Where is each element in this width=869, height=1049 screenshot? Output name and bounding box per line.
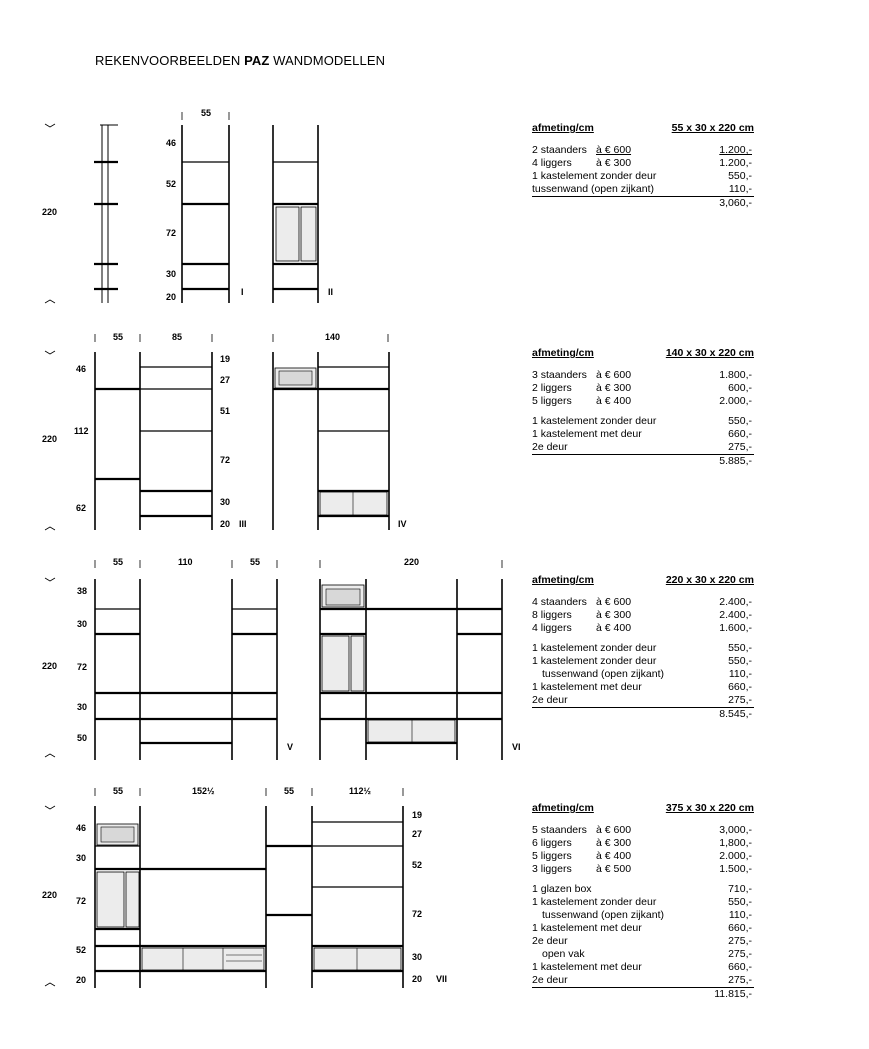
height-label: 27	[412, 829, 423, 839]
header-dimension: 220 x 30 x 220 cm	[665, 574, 754, 586]
item-description: 1 kastelement zonder deur	[532, 642, 657, 654]
item-value: 550,-	[728, 896, 752, 908]
drawing-iii-iv	[45, 334, 389, 530]
height-label: 72	[77, 662, 88, 672]
item-value: 275,-	[728, 974, 752, 986]
total-height-label: 220	[42, 207, 58, 217]
total-value: 8.545,-	[719, 708, 752, 720]
item-value: 660,-	[728, 922, 752, 934]
item-value: 3,000,-	[719, 824, 752, 836]
table-row	[532, 157, 754, 170]
item-description: tussenwand (open zijkant)	[542, 909, 664, 921]
width-label: 140	[325, 332, 341, 342]
header-dimension: 375 x 30 x 220 cm	[665, 802, 754, 814]
item-description: 1 kastelement met deur	[532, 922, 642, 934]
height-label: 46	[166, 138, 177, 148]
item-value: 550,-	[728, 642, 752, 654]
item-description: 2e deur	[532, 694, 568, 706]
item-unit-price: à € 400	[596, 622, 632, 634]
item-description: 5 liggers	[532, 850, 572, 862]
table-row	[532, 681, 754, 694]
item-value: 110,-	[728, 909, 752, 921]
height-label: 72	[166, 228, 177, 238]
height-label: 52	[412, 860, 423, 870]
height-label: 20	[76, 975, 87, 985]
table-row	[532, 441, 754, 455]
item-description: open vak	[542, 948, 585, 960]
item-description: 5 staanders	[532, 824, 587, 836]
table-row	[532, 935, 754, 948]
table-total-row	[532, 708, 754, 721]
height-label: 72	[220, 455, 231, 465]
height-label: 19	[412, 810, 423, 820]
item-unit-price: à € 300	[596, 609, 632, 621]
item-value: 1.200,-	[719, 157, 752, 169]
table-row	[532, 655, 754, 668]
table-row	[532, 183, 754, 197]
total-height-label: 220	[42, 890, 58, 900]
item-description: 1 kastelement zonder deur	[532, 170, 657, 182]
spacer	[532, 408, 754, 415]
item-unit-price: à € 500	[596, 863, 632, 875]
table-row	[532, 596, 754, 609]
height-label: 62	[76, 503, 87, 513]
item-value: 550,-	[728, 655, 752, 667]
width-label: 55	[113, 332, 124, 342]
height-label: 20	[412, 974, 423, 984]
width-label: 110	[178, 557, 193, 567]
drawing-v-vi	[45, 560, 502, 760]
item-description: 1 kastelement met deur	[532, 681, 642, 693]
drawing-i-ii	[45, 112, 318, 303]
item-value: 2.000,-	[719, 395, 752, 407]
item-description: 1 kastelement met deur	[532, 428, 642, 440]
header-dimension: 140 x 30 x 220 cm	[665, 347, 754, 359]
price-table	[532, 122, 754, 210]
model-label: VII	[436, 974, 448, 984]
total-height-label: 220	[42, 661, 58, 671]
item-value: 1.200,-	[719, 144, 752, 156]
height-label: 20	[220, 519, 231, 529]
spacer	[532, 362, 754, 369]
width-label: 220	[404, 557, 420, 567]
item-description: 1 kastelement zonder deur	[532, 655, 657, 667]
item-unit-price: à € 300	[596, 382, 632, 394]
table-header	[532, 574, 754, 589]
height-label: 52	[166, 179, 177, 189]
spacer	[532, 817, 754, 824]
item-description: 4 staanders	[532, 596, 587, 608]
height-label: 46	[76, 823, 87, 833]
width-label: 152½	[192, 786, 215, 796]
header-label: afmeting/cm	[532, 347, 594, 359]
table-row	[532, 824, 754, 837]
item-description: 1 kastelement zonder deur	[532, 896, 657, 908]
width-label: 55	[284, 786, 295, 796]
height-label: 30	[166, 269, 177, 279]
table-row	[532, 883, 754, 896]
width-label: 55	[250, 557, 261, 567]
total-value: 5.885,-	[719, 455, 752, 467]
item-description: 4 liggers	[532, 622, 572, 634]
height-label: 52	[76, 945, 87, 955]
width-label: 55	[113, 786, 124, 796]
height-label: 30	[412, 952, 423, 962]
item-unit-price: à € 600	[596, 596, 632, 608]
table-header	[532, 347, 754, 362]
spacer	[532, 876, 754, 883]
model-label: III	[239, 519, 247, 529]
spacer	[532, 589, 754, 596]
item-unit-price: à € 600	[596, 369, 632, 381]
item-unit-price: à € 300	[596, 157, 632, 169]
item-value: 2.400,-	[719, 609, 752, 621]
height-label: 72	[76, 896, 87, 906]
item-value: 2.400,-	[719, 596, 752, 608]
header-label: afmeting/cm	[532, 802, 594, 814]
item-description: 4 liggers	[532, 157, 572, 169]
item-value: 110,-	[728, 183, 752, 195]
height-label: 19	[220, 354, 231, 364]
drawing-vii	[45, 788, 403, 988]
table-row	[532, 948, 754, 961]
item-description: 6 liggers	[532, 837, 572, 849]
item-value: 275,-	[728, 948, 752, 960]
height-label: 27	[220, 375, 231, 385]
item-description: 2e deur	[532, 441, 568, 453]
price-table	[532, 347, 754, 468]
table-total-row	[532, 988, 754, 1001]
table-header	[532, 802, 754, 817]
table-row	[532, 909, 754, 922]
item-description: 1 kastelement zonder deur	[532, 415, 657, 427]
page-title: REKENVOORBEELDEN PAZ WANDMODELLEN	[95, 53, 386, 68]
item-value: 550,-	[728, 170, 752, 182]
item-description: 8 liggers	[532, 609, 572, 621]
table-row	[532, 415, 754, 428]
table-header	[532, 122, 754, 137]
height-label: 46	[76, 364, 87, 374]
table-row	[532, 369, 754, 382]
price-table	[532, 802, 754, 1001]
width-label: 55	[201, 108, 212, 118]
item-unit-price: à € 400	[596, 850, 632, 862]
table-row	[532, 974, 754, 988]
table-row	[532, 922, 754, 935]
item-description: 5 liggers	[532, 395, 572, 407]
item-value: 1,800,-	[719, 837, 752, 849]
spacer	[532, 635, 754, 642]
height-label: 20	[166, 292, 177, 302]
table-row	[532, 144, 754, 157]
item-value: 275,-	[728, 441, 752, 453]
item-description: tussenwand (open zijkant)	[532, 183, 654, 195]
item-description: 3 staanders	[532, 369, 587, 381]
model-label: IV	[398, 519, 407, 529]
item-value: 1.500,-	[719, 863, 752, 875]
height-label: 30	[77, 619, 88, 629]
table-row	[532, 170, 754, 183]
price-table	[532, 574, 754, 721]
item-description: 2e deur	[532, 935, 568, 947]
item-unit-price: à € 300	[596, 837, 632, 849]
item-value: 1.800,-	[719, 369, 752, 381]
width-label: 85	[172, 332, 183, 342]
table-total-row	[532, 455, 754, 468]
model-label: I	[241, 287, 244, 297]
item-value: 2.000,-	[719, 850, 752, 862]
item-value: 275,-	[728, 694, 752, 706]
table-row	[532, 622, 754, 635]
table-row	[532, 609, 754, 622]
item-value: 550,-	[728, 415, 752, 427]
header-label: afmeting/cm	[532, 574, 594, 586]
item-unit-price: à € 600	[596, 824, 632, 836]
item-description: 1 glazen box	[532, 883, 592, 895]
item-unit-price: à € 600	[596, 144, 632, 156]
table-row	[532, 694, 754, 708]
item-value: 110,-	[728, 668, 752, 680]
item-description: 2 staanders	[532, 144, 587, 156]
table-total-row	[532, 197, 754, 210]
table-row	[532, 896, 754, 909]
model-label: VI	[512, 742, 521, 752]
item-value: 660,-	[728, 681, 752, 693]
item-description: 2e deur	[532, 974, 568, 986]
table-row	[532, 961, 754, 974]
item-description: tussenwand (open zijkant)	[542, 668, 664, 680]
total-value: 3,060,-	[719, 197, 752, 209]
table-row	[532, 642, 754, 655]
item-value: 1.600,-	[719, 622, 752, 634]
height-label: 51	[220, 406, 231, 416]
height-label: 38	[77, 586, 88, 596]
item-value: 660,-	[728, 961, 752, 973]
table-row	[532, 395, 754, 408]
spacer	[532, 137, 754, 144]
header-dimension: 55 x 30 x 220 cm	[671, 122, 754, 134]
height-label: 72	[412, 909, 423, 919]
table-row	[532, 428, 754, 441]
width-label: 112½	[349, 786, 372, 796]
total-height-label: 220	[42, 434, 58, 444]
width-label: 55	[113, 557, 124, 567]
item-value: 710,-	[728, 883, 752, 895]
model-label: II	[328, 287, 334, 297]
item-value: 660,-	[728, 428, 752, 440]
item-description: 3 liggers	[532, 863, 572, 875]
item-description: 1 kastelement met deur	[532, 961, 642, 973]
height-label: 30	[220, 497, 231, 507]
item-unit-price: à € 400	[596, 395, 632, 407]
model-label: V	[287, 742, 294, 752]
total-value: 11.815,-	[714, 988, 752, 1000]
table-row	[532, 668, 754, 681]
table-row	[532, 863, 754, 876]
height-label: 30	[77, 702, 88, 712]
item-description: 2 liggers	[532, 382, 572, 394]
height-label: 30	[76, 853, 87, 863]
item-value: 275,-	[728, 935, 752, 947]
table-row	[532, 382, 754, 395]
height-label: 50	[77, 733, 88, 743]
table-row	[532, 850, 754, 863]
table-row	[532, 837, 754, 850]
height-label: 112	[74, 426, 89, 436]
header-label: afmeting/cm	[532, 122, 594, 134]
item-value: 600,-	[728, 382, 752, 394]
